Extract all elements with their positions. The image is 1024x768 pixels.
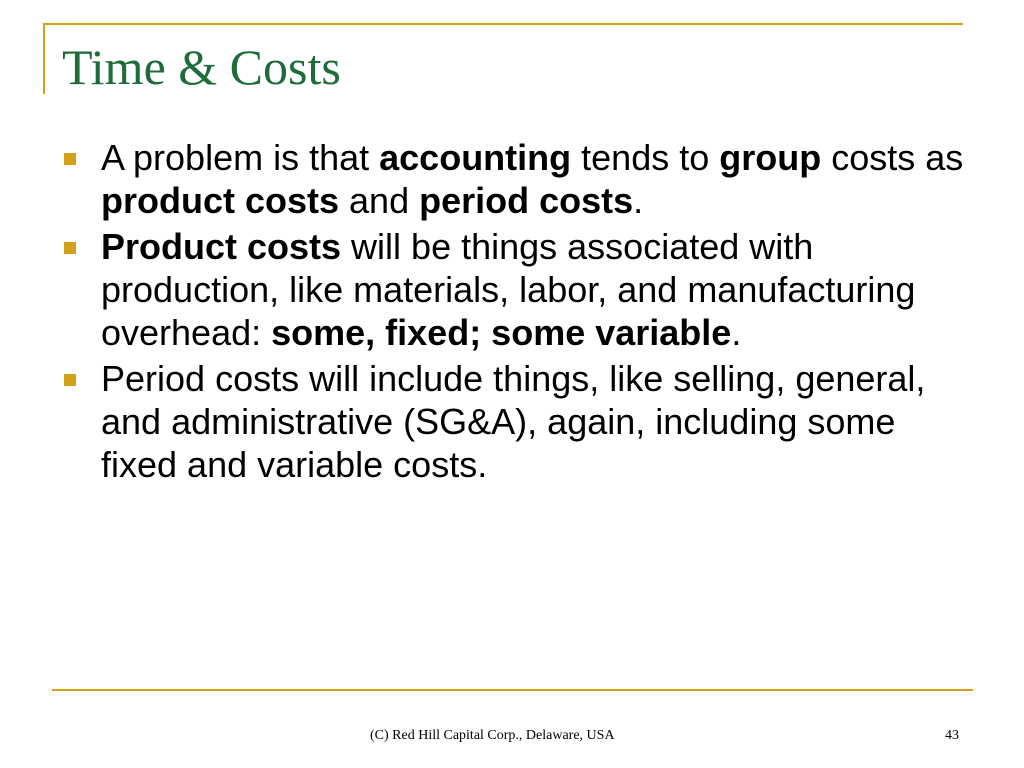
bullet-text: A problem is that accounting tends to group costs as product costs and period costs. xyxy=(101,137,964,221)
bullet-item xyxy=(64,225,964,354)
square-bullet-icon xyxy=(64,374,76,386)
square-bullet-icon xyxy=(64,153,76,165)
square-bullet-icon xyxy=(64,242,76,254)
frame-bottom-line xyxy=(52,689,973,691)
page-number: 43 xyxy=(945,728,959,743)
bullet-text: Period costs will include things, like selling, general, and administrative (SG&A), again, including some fixed and variable costs. xyxy=(101,358,926,485)
frame-left-line xyxy=(43,23,45,94)
bullet-text: Product costs will be things associated with production, like materials, labor, and manufacturing overhead: some, fixed; some variable. xyxy=(101,226,916,353)
bullet-item xyxy=(64,357,964,486)
slide-footer: (C) Red Hill Capital Corp., Delaware, USA xyxy=(370,728,615,743)
slide-title: Time & Costs xyxy=(62,39,341,95)
bullet-list xyxy=(64,136,964,489)
bullet-item xyxy=(64,136,964,222)
frame-top-line xyxy=(43,23,963,25)
